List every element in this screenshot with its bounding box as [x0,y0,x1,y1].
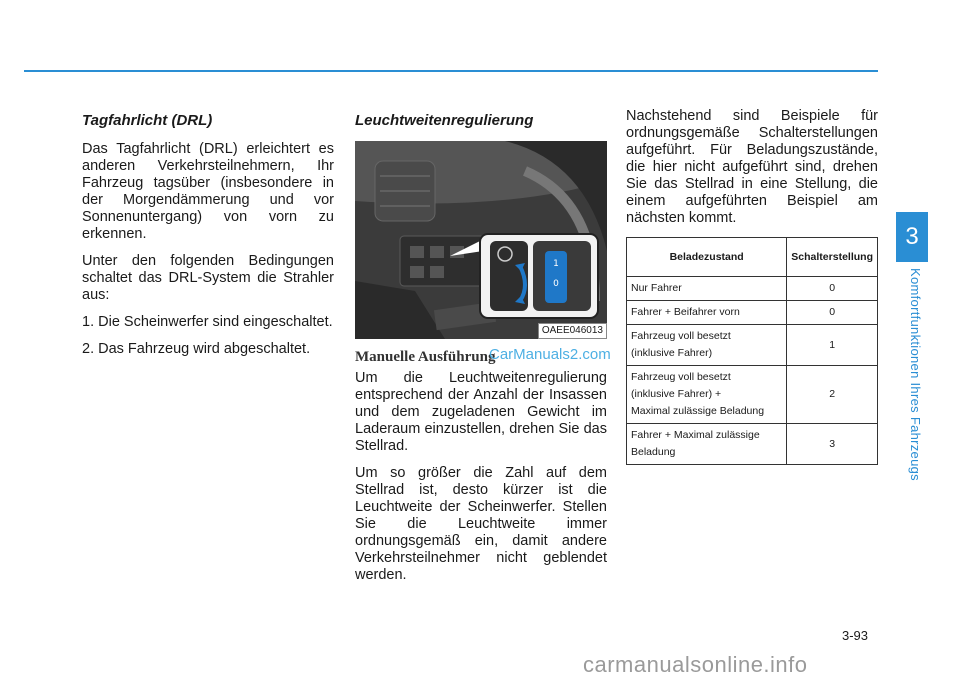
drl-list-item-2: 2. Das Fahrzeug wird abgeschaltet. [82,341,311,357]
drl-list-item-1: 1. Die Scheinwerfer sind eingeschaltet. [82,314,333,330]
leveling-heading: Leuchtweitenregulierung [355,112,534,129]
switch-position-table [626,237,878,465]
dashboard-photo-illustration [355,141,607,339]
page-number: 3-93 [842,628,869,643]
table-row [627,277,878,301]
carmanuals-watermark: CarManuals2.com [489,346,611,363]
drl-heading: Tagfahrlicht (DRL) [82,112,213,129]
examples-intro: Nachstehend sind Beispiele für ordnungsgemäße Schalterstellungen aufgeführt. Für Beladungszustände, die hier nicht aufgeführt sind, drehen Sie das Stellrad in eine Stellung, die einem aufgeführten Beispiel am nächsten kommt. [626,108,878,226]
manual-subheading: Manuelle Ausführung [355,349,496,365]
top-rule [24,70,878,72]
table-row [627,301,878,325]
table-cell-position: 0 [787,277,878,301]
table-cell-load: Fahrer + Maximal zulässige Beladung [627,424,787,465]
table-cell-load: Fahrer + Beifahrer vorn [627,301,787,325]
table-cell-position: 0 [787,301,878,325]
leveling-paragraph-1: Um die Leuchtweitenregulierung entsprechend der Anzahl der Insassen und dem zugeladenen Gewicht im Laderaum einzustellen, drehen Sie das Stellrad. [355,370,607,454]
table-row [627,424,878,465]
table-row [627,366,878,424]
table-row [627,325,878,366]
table-cell-load: Nur Fahrer [627,277,787,301]
table-header-position: Schalterstellung [787,238,878,277]
table-header-load: Beladezustand [627,238,787,277]
figure-code: OAEE046013 [538,323,607,339]
table-cell-position: 3 [787,424,878,465]
leveling-paragraph-2: Um so größer die Zahl auf dem Stellrad ist, desto kürzer ist die Leuchtweite der Scheinwerfer. Stellen Sie die Leuchtweite immer ordnungsgemäß ein, damit andere Verkehrsteilnehmer nicht geblendet werden. [355,465,607,583]
chapter-title: Komfortfunktionen Ihres Fahrzeugs [908,268,923,481]
svg-text:0: 0 [553,279,559,289]
drl-paragraph-2: Unter den folgenden Bedingungen schaltet das DRL-System die Strahler aus: [82,253,334,303]
table-cell-position: 2 [787,366,878,424]
footer-watermark: carmanualsonline.info [583,652,808,677]
dashboard-switch-figure [355,141,607,339]
chapter-number-tab: 3 [896,212,928,262]
svg-text:1: 1 [553,259,559,269]
table-header-row [627,238,878,277]
table-cell-load: Fahrzeug voll besetzt (inklusive Fahrer) + Maximal zulässige Beladung [627,366,787,424]
drl-paragraph-1: Das Tagfahrlicht (DRL) erleichtert es anderen Verkehrsteilnehmern, Ihr Fahrzeug tagsüber (insbesondere in der Morgendämmerung und vor Sonnenuntergang) von vorn zu erkennen. [82,141,334,242]
left-column [82,108,334,368]
table-cell-load: Fahrzeug voll besetzt (inklusive Fahrer) [627,325,787,366]
table-cell-position: 1 [787,325,878,366]
right-column [626,108,878,465]
